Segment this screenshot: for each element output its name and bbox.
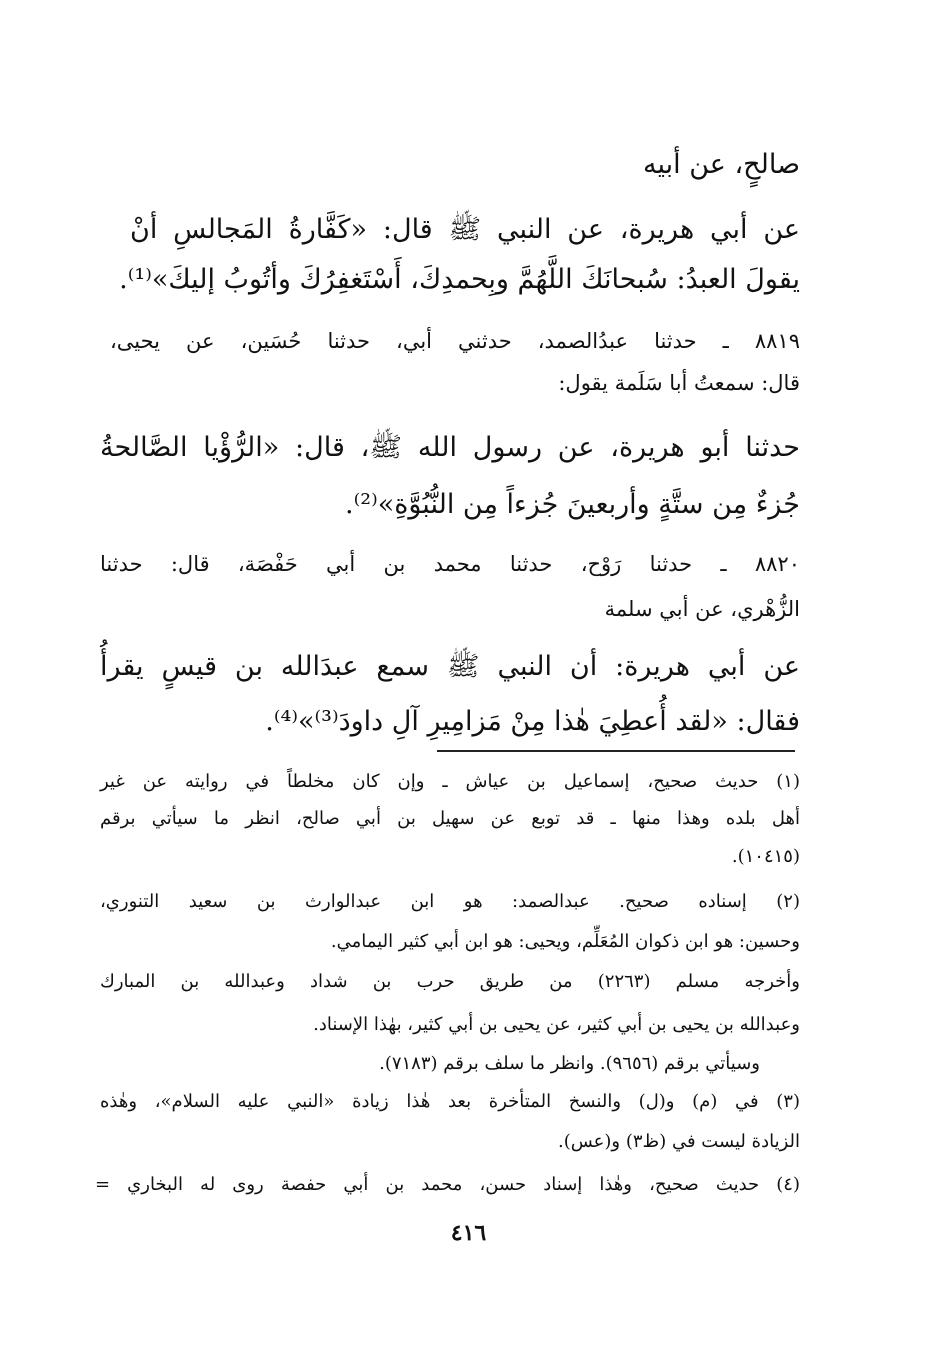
page-number: ٤١٦ — [450, 1220, 487, 1246]
footnote-line-2: أهل بلده وهذا منها ـ قد توبع عن سهيل بن أبي صالح، انظر ما سيأتي برقم — [100, 808, 800, 829]
footnote-separator — [437, 750, 795, 752]
text-line-9: الزُّهْري، عن أبي سلمة — [604, 597, 800, 621]
footnote-line-6: وأخرجه مسلم (٢٢٦٣) من طريق حرب بن شداد وعبدالله بن المبارك — [100, 971, 800, 992]
text-line-11: فقال: «لقد أُعطِيَ هٰذا مِنْ مَزامِيرِ آلِ داودَ⁽³⁾»⁽⁴⁾. — [265, 706, 800, 737]
text-line-6: حدثنا أبو هريرة، عن رسول الله ﷺ، قال: «الرُّؤْيا الصَّالحةُ — [100, 432, 800, 463]
footnote-line-8: وسيأتي برقم (٩٦٥٦). وانظر ما سلف برقم (٧١٨٣). — [379, 1053, 760, 1074]
text-line-2: عن أبي هريرة، عن النبي ﷺ قال: «كَفَّارةُ المَجالسِ أنْ — [130, 214, 800, 245]
footnote-line-4: (٢) إسناده صحيح. عبدالصمد: هو ابن عبدالوارث بن سعيد التنوري، — [100, 891, 800, 912]
footnote-line-3: (١٠٤١٥). — [731, 846, 800, 867]
footnote-line-7: وعبدالله بن يحيى بن أبي كثير، عن يحيى بن أبي كثير، بهٰذا الإسناد. — [313, 1014, 800, 1035]
text-line-8: ٨٨٢٠ ـ حدثنا رَوْح، حدثنا محمد بن أبي حَفْصَة، قال: حدثنا — [100, 552, 800, 576]
footnote-line-10: الزيادة ليست في (ظ٣) و(عس). — [557, 1131, 800, 1152]
text-line-4: ٨٨١٩ ـ حدثنا عبدُالصمد، حدثني أبي، حدثنا حُسَين، عن يحيى، — [110, 329, 800, 353]
text-line-10: عن أبي هريرة: أن النبي ﷺ سمع عبدَالله بن قيسٍ يقرأُ — [100, 651, 800, 682]
text-line-7: جُزءٌ مِن ستَّةٍ وأربعينَ جُزءاً مِن النُّبُوَّةِ»⁽²⁾. — [345, 489, 800, 520]
footnote-line-9: (٣) في (م) و(ل) والنسخ المتأخرة بعد هٰذا زيادة «النبي عليه السلام»، وهٰذه — [100, 1091, 800, 1112]
footnote-line-1: (١) حديث صحيح، إسماعيل بن عياش ـ وإن كان مخلطاً في روايته عن غير — [100, 771, 800, 792]
text-line-5: قال: سمعتُ أبا سَلَمة يقول: — [558, 371, 800, 395]
footnote-line-11: (٤) حديث صحيح، وهٰذا إسناد حسن، محمد بن أبي حفصة روى له البخاري = — [95, 1174, 800, 1195]
footnote-line-5: وحسين: هو ابن ذكوان المُعَلِّم، ويحيى: هو ابن أبي كثير اليمامي. — [330, 931, 800, 952]
text-line-1: صالحٍ، عن أبيه — [643, 149, 800, 180]
text-line-3: يقولَ العبدُ: سُبحانَكَ اللَّهُمَّ وبِحمدِكَ، أَسْتَغفِرُكَ وأتُوبُ إليكَ»⁽¹⁾. — [119, 264, 800, 295]
